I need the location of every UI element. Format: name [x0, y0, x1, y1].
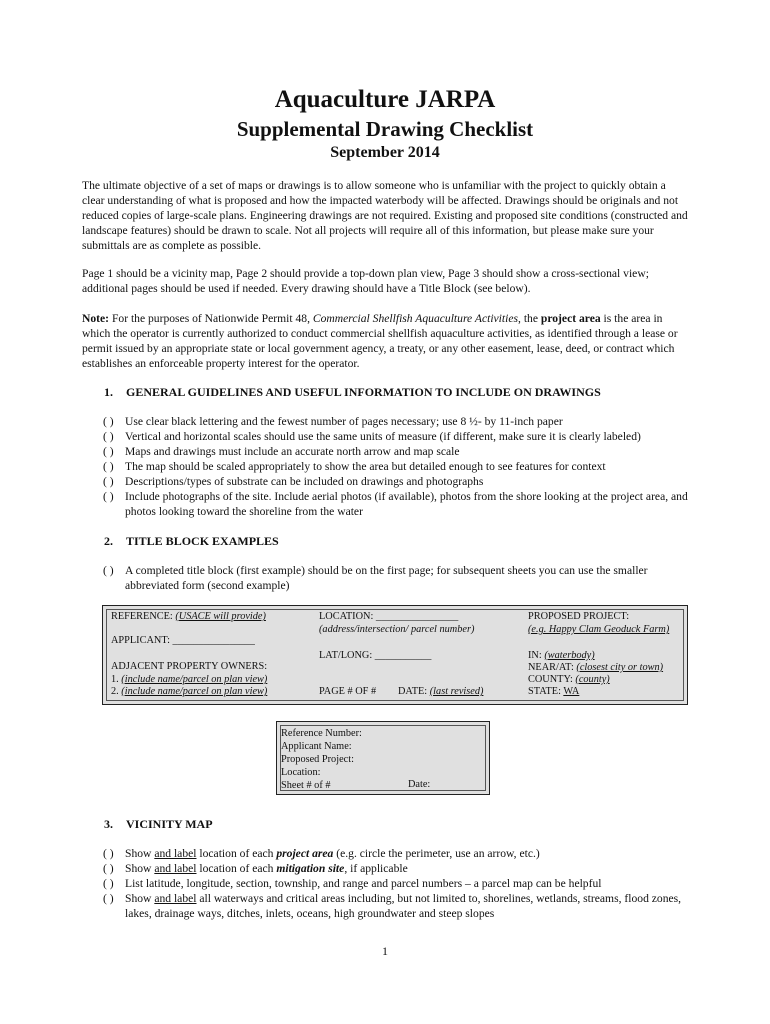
document-date: September 2014	[330, 144, 440, 161]
title-block-full	[102, 605, 688, 705]
checkbox[interactable]: ( )	[103, 877, 114, 890]
section-2-heading: 2. TITLE BLOCK EXAMPLES	[104, 534, 279, 548]
list-item: ( ) Show and label all waterways and critical areas including, but not limited to, shorelines, wetlands, streams, flood zones, lakes, drainage ways, ditches, inlets, oceans, high groundwater and steep slopes	[103, 892, 682, 920]
county-field: COUNTY: (county)	[528, 674, 610, 685]
section-3-list	[103, 846, 693, 921]
list-item: ( ) Vertical and horizontal scales should use the same units of measure (if different, make sure it is clearly labeled)	[103, 430, 641, 443]
title-block-abbreviated	[276, 721, 490, 795]
checkbox[interactable]: ( )	[103, 415, 114, 428]
location-hint: (address/intersection/ parcel number)	[319, 624, 475, 635]
checkbox[interactable]: ( )	[103, 445, 114, 458]
list-item: ( ) Include photographs of the site. Include aerial photos (if available), photos from the shore looking at the project area, and photos looking toward the shoreline from the water	[103, 490, 688, 518]
list-item: ( ) List latitude, longitude, section, township, and range and parcel numbers – a parcel map can be helpful	[103, 877, 602, 890]
document-title: Aquaculture JARPA	[274, 86, 496, 113]
checkbox[interactable]: ( )	[103, 460, 114, 473]
proposed-project-label: PROPOSED PROJECT:	[528, 611, 630, 622]
reference-field: REFERENCE: (USACE will provide)	[111, 611, 266, 622]
list-item: ( ) Use clear black lettering and the fewest number of pages necessary; use 8 ½- by 11-inch paper	[103, 415, 563, 428]
note-paragraph: Note: For the purposes of Nationwide Permit 48, Commercial Shellfish Aquaculture Activities, the project area is the area in which the operator is currently authorized to conduct commercial shellfish aquaculture activities, as identified through a lease or permit issued by an appropriate state or local government agency, a treaty, or any other easement, lease, deed, or contract which establishes an enforceable property interest for the operator.	[82, 312, 678, 370]
list-item: ( ) Maps and drawings must include an accurate north arrow and map scale	[103, 445, 460, 458]
waterbody-field: IN: (waterbody)	[528, 650, 595, 661]
section-1-heading: 1. GENERAL GUIDELINES AND USEFUL INFORMATION TO INCLUDE ON DRAWINGS	[104, 385, 601, 399]
abbreviated-fields: Reference Number: Applicant Name: Proposed Project: Location: Sheet # of #	[281, 728, 362, 791]
checkbox[interactable]: ( )	[103, 862, 114, 875]
state-field: STATE: WA	[528, 686, 580, 697]
note-label: Note:	[82, 312, 110, 325]
intro-paragraph: The ultimate objective of a set of maps or drawings is to allow someone who is unfamiliar with the project to quickly obtain a clear understanding of what is proposed and how the impacted waterbody will be affected. Drawings should be originals and not reduced copies of large-scale plans. Engineering drawings are not required. Existing and proposed site conditions (constructed and landscape features) should be drawn to scale. Not all projects will require all of this information, but please make sure your submittals are as complete as possible.	[82, 179, 688, 252]
list-item: ( ) A completed title block (first example) should be on the first page; for subsequent sheets you can use the smaller abbreviated form (second example)	[103, 564, 648, 592]
page-number: 1	[382, 944, 388, 958]
checkbox[interactable]: ( )	[103, 564, 114, 577]
page-of-field: PAGE # OF #	[319, 686, 377, 697]
list-item: ( ) The map should be scaled appropriately to show the area but detailed enough to see features for context	[103, 460, 606, 473]
checkbox[interactable]: ( )	[103, 430, 114, 443]
adjacent-owners-label: ADJACENT PROPERTY OWNERS:	[111, 661, 268, 672]
checkbox[interactable]: ( )	[103, 490, 114, 503]
checkbox[interactable]: ( )	[103, 475, 114, 488]
location-field: LOCATION: ________________	[319, 611, 459, 622]
list-item: ( ) Show and label location of each mitigation site, if applicable	[103, 862, 408, 875]
section-1-list	[103, 414, 693, 519]
proposed-project-value: (e.g. Happy Clam Geoduck Farm)	[528, 624, 670, 635]
latlong-field: LAT/LONG: ___________	[319, 650, 432, 661]
adjacent-owner-1: 1. (include name/parcel on plan view)	[111, 674, 268, 685]
section-3-heading: 3. VICINITY MAP	[104, 817, 213, 831]
list-item: ( ) Descriptions/types of substrate can be included on drawings and photographs	[103, 475, 484, 488]
near-at-field: NEAR/AT: (closest city or town)	[528, 662, 664, 673]
applicant-field: APPLICANT: ________________	[111, 635, 255, 646]
document-subtitle: Supplemental Drawing Checklist	[236, 117, 534, 141]
checkbox[interactable]: ( )	[103, 892, 114, 905]
date-field: DATE: (last revised)	[398, 686, 484, 697]
project-area-term: project area	[540, 312, 601, 325]
section-2-list	[103, 563, 693, 593]
list-item: ( ) Show and label location of each project area (e.g. circle the perimeter, use an arrow, etc.)	[103, 847, 540, 860]
pages-paragraph: Page 1 should be a vicinity map, Page 2 should provide a top-down plan view, Page 3 should show a cross-sectional view; additional pages should be used if needed. Every drawing should have a Title Block (see below).	[82, 267, 649, 295]
checkbox[interactable]: ( )	[103, 847, 114, 860]
permit-title: Commercial Shellfish Aquaculture Activities	[312, 312, 519, 325]
abbreviated-date: Date:	[408, 779, 431, 790]
adjacent-owner-2: 2. (include name/parcel on plan view)	[111, 686, 268, 697]
